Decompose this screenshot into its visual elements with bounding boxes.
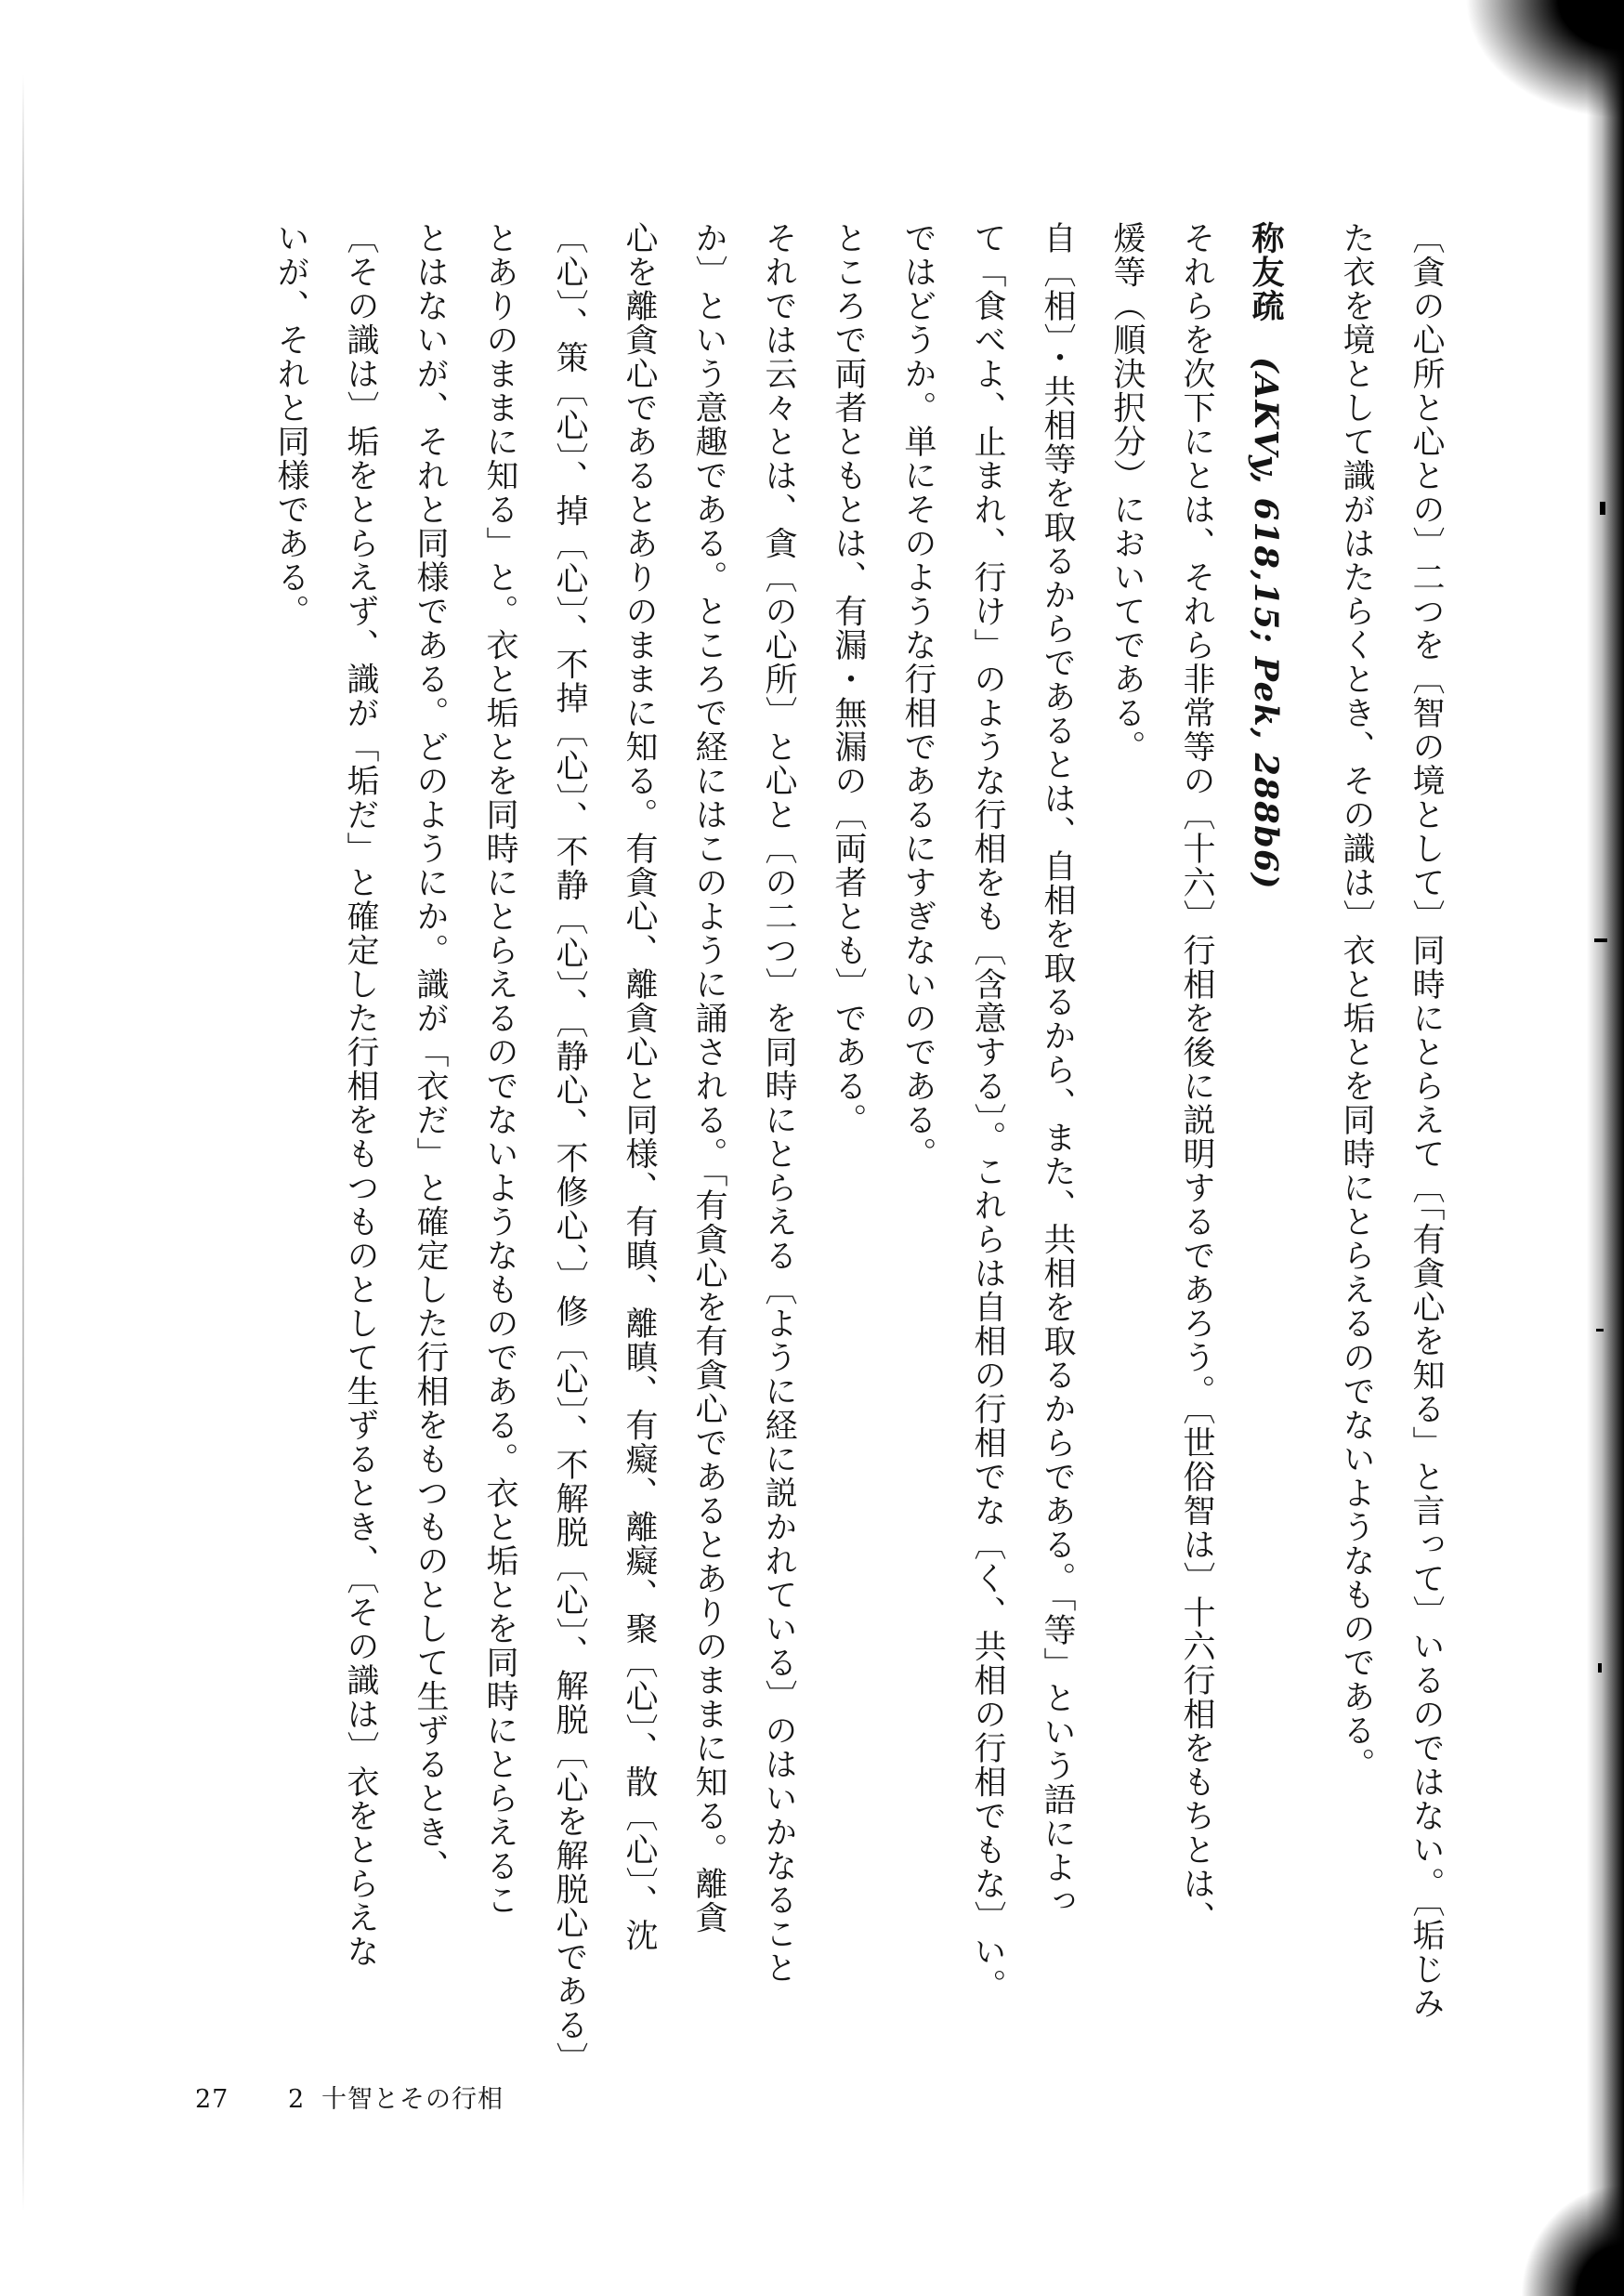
text-column: 心を離貪心であるとありのままに知る。有貪心、離貪心と同様、有瞋、離瞋、有癡、離癡、聚〔心〕、散〔心〕、沈 [621, 221, 658, 1952]
text-column: 煖等（順決択分）においてである。 [1108, 221, 1146, 764]
section-heading [1231, 221, 1301, 1949]
text-column: 〔心〕、策〔心〕、掉〔心〕、不掉〔心〕、不静〔心〕、〔静心、不修心、〕修〔心〕、不解脱〔心〕、解脱〔心を解脱心である〕 [551, 221, 588, 2076]
page-footer [195, 2079, 504, 2115]
scan-edge-shadow [1587, 0, 1624, 2296]
text-column: それでは云々とは、貪〔の心所〕と心と〔の二つ〕を同時にとらえる〔ように経に説かれている〕のはいかなること [760, 221, 797, 1985]
text-column: 自〔相〕・共相等を取るからであるとは、自相を取るから、また、共相を取るからである。「等」という語によっ [1039, 221, 1076, 1919]
text-column: 〔その識は〕垢をとらえず、識が「垢だ」と確定した行相をもつものとして生ずるとき、〔その識は〕衣をとらえな [342, 221, 379, 1969]
text-column: 〔貪の心所と心との〕二つを〔智の境として〕同時にとらえて〔「有貪心を知る」と言って〕いるのではない。〔垢じみ [1408, 221, 1445, 2020]
scan-speck [1600, 502, 1605, 515]
scan-speck [1598, 1663, 1602, 1673]
text-column: ではどうか。単にそのような行相であるにすぎないのである。 [899, 221, 936, 1171]
vertical-body-text [255, 221, 1460, 2076]
text-column: ところで両者ともとは、有漏・無漏の〔両者とも〕である。 [830, 221, 867, 1137]
text-column: とはないが、それと同様である。どのようにか。識が「衣だ」と確定した行相をもつものとして生ずるとき、 [412, 221, 449, 1883]
chapter-title: 十智とその行相 [321, 2085, 504, 2114]
page-number: 27 [195, 2085, 229, 2114]
paragraph-gap [1301, 221, 1321, 1949]
scan-speck [1596, 1329, 1604, 1332]
heading-prefix: 称友疏 [1247, 221, 1285, 323]
text-column: て「食べよ、止まれ、行け」のような行相をも〔含意する〕。これらは自相の行相でな〔く、共相の行相でもな〕い。 [969, 221, 1006, 2002]
text-column: いが、それと同様である。 [272, 221, 309, 628]
chapter-number: 2 [288, 2085, 306, 2114]
scan-corner-shadow-top [1438, 0, 1624, 139]
text-column: た衣を境として識がはたらくとき、その識は〕衣と垢とを同時にとらえるのでないようなものである。 [1338, 221, 1375, 1781]
heading-citation: (AKVy, 618,15; Pek, 288b6) [1247, 357, 1285, 890]
text-column: とありのままに知る」と。衣と垢とを同時にとらえるのでないようなものである。衣と垢とを同時にとらえるこ [481, 221, 518, 1917]
text-column: か〕という意趣である。ところで経にはこのように誦される。「有貪心を有貪心であるとありのままに知る。離貪 [690, 221, 727, 1935]
scan-speck [1594, 938, 1607, 942]
binding-shadow [22, 74, 24, 2211]
text-column: それらを次下にとは、それら非常等の〔十六〕行相を後に説明するであろう。〔世俗智は〕十六行相をもちとは、 [1178, 221, 1215, 1935]
scan-corner-shadow-bottom [1513, 2175, 1624, 2296]
